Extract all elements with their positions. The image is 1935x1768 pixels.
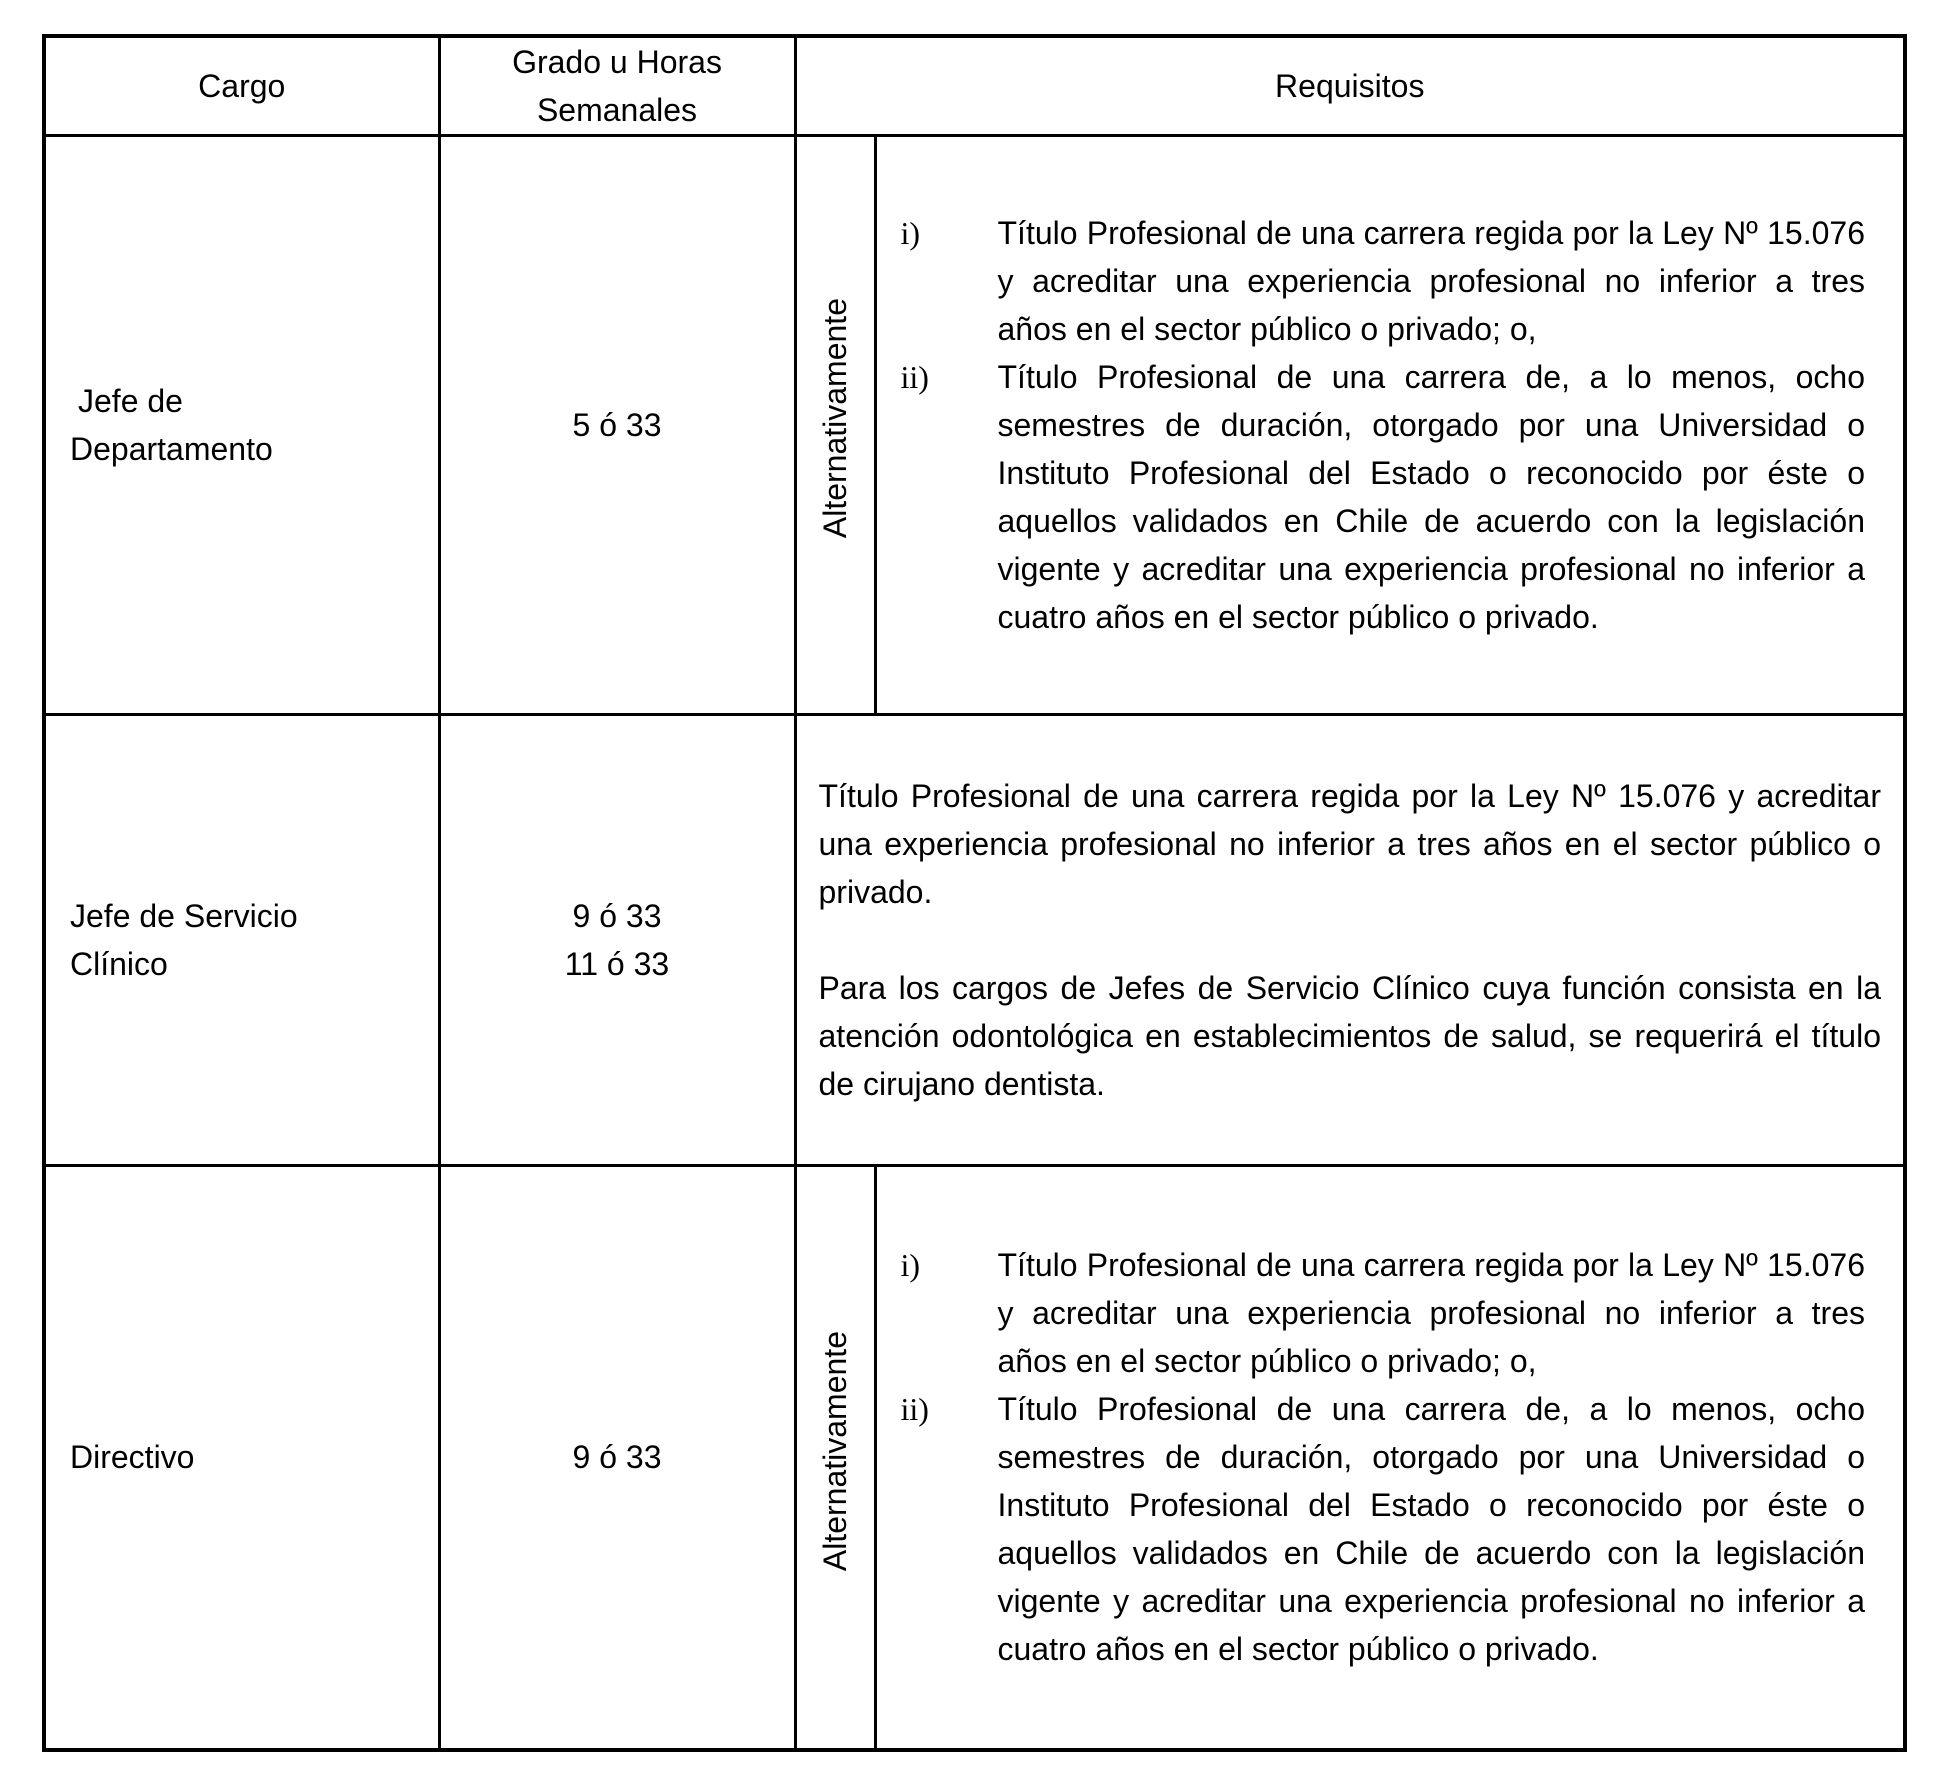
cargo-line2: Clínico	[70, 946, 168, 982]
header-row	[44, 36, 1905, 136]
table-row	[44, 136, 1905, 715]
requirements-list	[897, 1241, 1866, 1673]
requirements-table	[42, 34, 1907, 1752]
grado-cell	[439, 136, 795, 715]
cargo-line2: Departamento	[70, 431, 273, 467]
item-text: Título Profesional de una carrera de, a lo menos, ocho semestres de duración, otorgado por una Universidad o Instituto Profesional del Estado o reconocido por éste o aquellos validados en Chile de acuerdo con la legislación vigente y acreditar una experiencia profesional no inferior a cuatro años en el sector público o privado.	[997, 1391, 1865, 1668]
header-grado-line2: Semanales	[536, 92, 698, 128]
list-item	[897, 209, 1866, 353]
grado-line2: 11 ó 33	[564, 946, 670, 982]
table-row	[44, 715, 1905, 1166]
header-cargo: Cargo	[44, 36, 439, 136]
cargo-cell	[44, 715, 439, 1166]
grado-line1: 9 ó 33	[572, 1439, 662, 1476]
requirements-cell	[875, 136, 1905, 715]
list-item	[897, 1385, 1866, 1673]
item-number: i)	[900, 1247, 921, 1284]
alternative-label: Alternativamente	[817, 1330, 853, 1571]
item-number: ii)	[900, 1391, 929, 1428]
alternative-label-cell	[795, 1166, 875, 1750]
list-item	[897, 353, 1866, 641]
cargo-line1: Directivo	[70, 1439, 195, 1476]
requirements-cell	[875, 1166, 1905, 1750]
grado-cell	[439, 715, 795, 1166]
requirement-paragraph: Título Profesional de una carrera regida por la Ley Nº 15.076 y acreditar una experiencia profesional no inferior a tres años en el sector público o privado.	[818, 778, 1881, 910]
alternative-label-cell	[795, 136, 875, 715]
requirement-note-paragraph: Para los cargos de Jefes de Servicio Clínico cuya función consista en la atención odontológica en establecimientos de salud, se requerirá el título de cirujano dentista.	[818, 970, 1881, 1102]
cargo-cell	[44, 136, 439, 715]
item-text: Título Profesional de una carrera de, a lo menos, ocho semestres de duración, otorgado por una Universidad o Instituto Profesional del Estado o reconocido por éste o aquellos validados en Chile de acuerdo con la legislación vigente y acreditar una experiencia profesional no inferior a cuatro años en el sector público o privado.	[997, 359, 1865, 635]
table-row	[44, 1166, 1905, 1750]
requirements-list	[897, 209, 1866, 641]
list-item	[897, 1241, 1866, 1385]
item-text: Título Profesional de una carrera regida por la Ley Nº 15.076 y acreditar una experiencia profesional no inferior a tres años en el sector público o privado; o,	[997, 215, 1865, 347]
cargo-cell	[44, 1166, 439, 1750]
cargo-line1: Jefe de	[78, 383, 183, 419]
item-text: Título Profesional de una carrera regida por la Ley Nº 15.076 y acreditar una experiencia profesional no inferior a tres años en el sector público o privado; o,	[997, 1247, 1865, 1380]
header-grado	[439, 36, 795, 136]
header-grado-line1: Grado u Horas	[512, 44, 722, 80]
header-requisitos: Requisitos	[795, 36, 1905, 136]
alternative-label: Alternativamente	[817, 298, 853, 539]
cargo-line1: Jefe de Servicio	[70, 898, 298, 934]
grado-line1: 5 ó 33	[572, 407, 662, 443]
requirements-cell	[795, 715, 1905, 1166]
grado-cell	[439, 1166, 795, 1750]
item-number: ii)	[900, 359, 929, 395]
item-number: i)	[900, 215, 921, 251]
grado-line1: 9 ó 33	[572, 898, 662, 934]
